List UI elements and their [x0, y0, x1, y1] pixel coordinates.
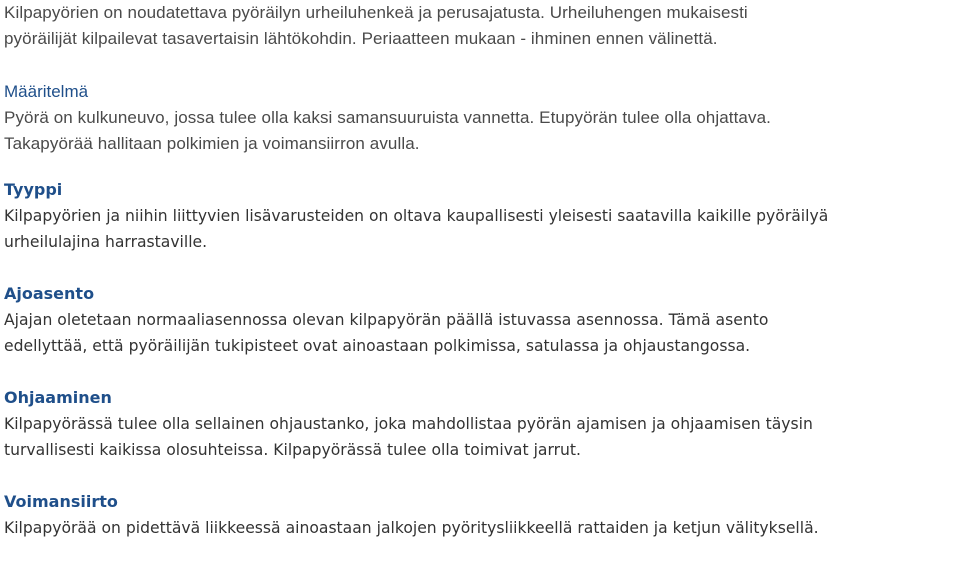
intro-line-2: pyöräilijät kilpailevat tasavertaisin lähtökohdin. Periaatteen mukaan - ihminen ennen välinettä.	[4, 29, 718, 48]
definition-line-1: Pyörä on kulkuneuvo, jossa tulee olla kaksi samansuuruista vannetta. Etupyörän tulee olla ohjattava.	[4, 108, 771, 127]
position-line-2: edellyttää, että pyöräilijän tukipisteet ovat ainoastaan polkimissa, satulassa ja ohjaustangossa.	[4, 337, 751, 355]
steering-line-2: turvallisesti kaikissa olosuhteissa. Kilpapyörässä tulee olla toimivat jarrut.	[4, 441, 581, 459]
intro-line-1: Kilpapyörien on noudatettava pyöräilyn urheiluhenkeä ja perusajatusta. Urheiluhengen mukaisesti	[4, 3, 748, 22]
transmission-heading: Voimansiirto	[4, 492, 118, 511]
definition-line-2: Takapyörää hallitaan polkimien ja voimansiirron avulla.	[4, 134, 420, 153]
transmission-line-1: Kilpapyörää on pidettävä liikkeessä ainoastaan jalkojen pyöritysliikkeellä rattaiden ja ketjun välityksellä.	[4, 519, 819, 537]
definition-section	[4, 79, 958, 157]
type-line-2: urheilulajina harrastaville.	[4, 233, 208, 251]
transmission-section	[4, 489, 958, 541]
steering-heading: Ohjaaminen	[4, 388, 112, 407]
position-section	[4, 281, 958, 359]
definition-heading: Määritelmä	[4, 82, 89, 101]
position-line-1: Ajajan oletetaan normaaliasennossa olevan kilpapyörän päällä istuvassa asennossa. Tämä asento	[4, 311, 769, 329]
intro-paragraph	[4, 0, 958, 52]
type-line-1: Kilpapyörien ja niihin liittyvien lisävarusteiden on oltava kaupallisesti yleisesti saatavilla kaikille pyöräilyä	[4, 207, 829, 225]
type-heading: Tyyppi	[4, 180, 63, 199]
position-heading: Ajoasento	[4, 284, 95, 303]
document-page	[4, 0, 958, 541]
steering-line-1: Kilpapyörässä tulee olla sellainen ohjaustanko, joka mahdollistaa pyörän ajamisen ja ohjaamisen täysin	[4, 415, 813, 433]
type-section	[4, 177, 958, 255]
steering-section	[4, 385, 958, 463]
